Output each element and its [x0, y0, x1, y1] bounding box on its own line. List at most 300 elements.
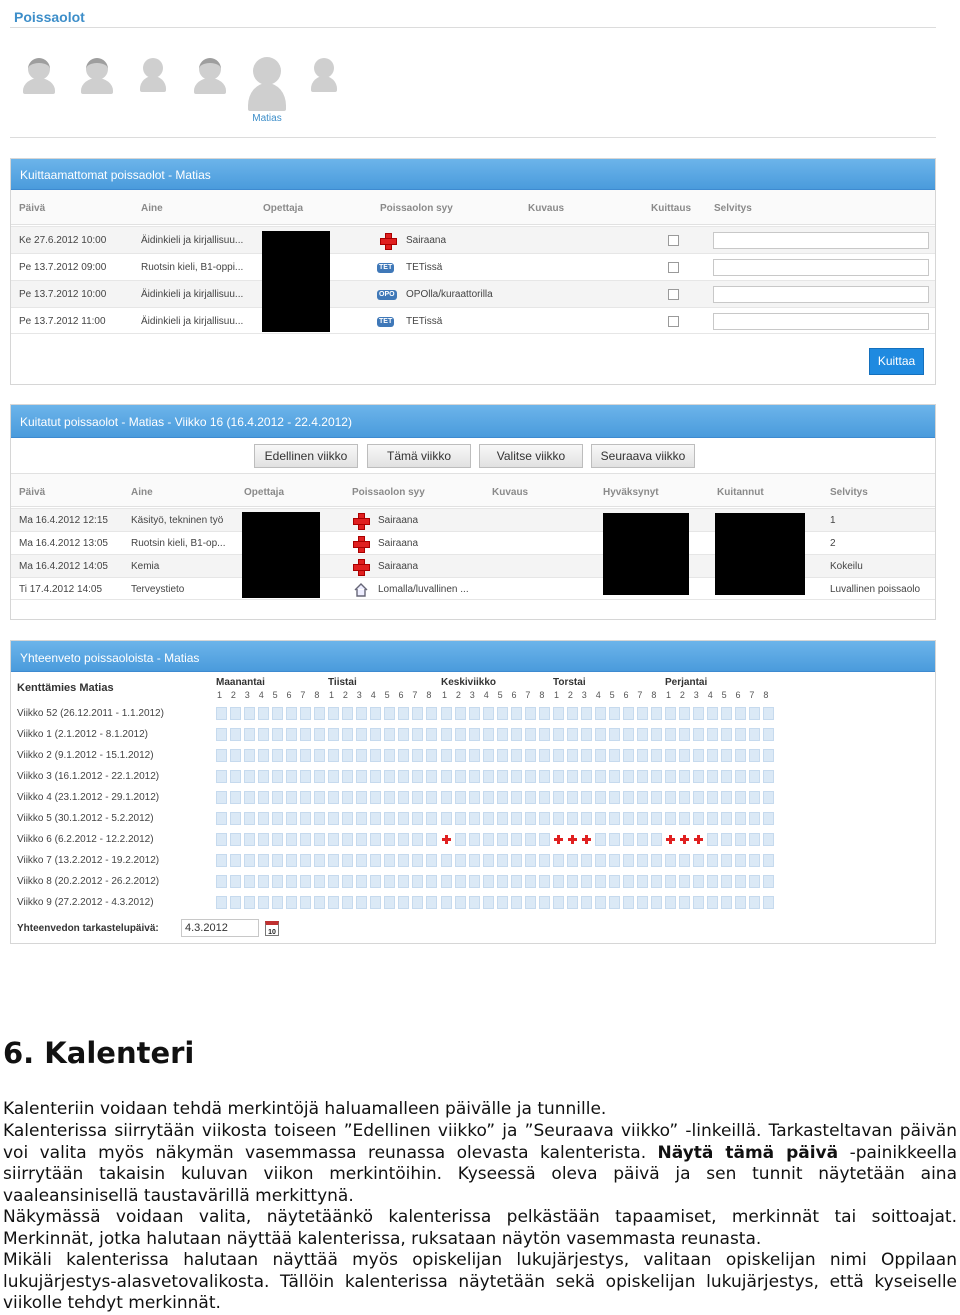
hour-cell[interactable]: [314, 896, 325, 909]
hour-cell[interactable]: [342, 833, 353, 846]
hour-cell[interactable]: [328, 728, 339, 741]
hour-cell[interactable]: [370, 770, 381, 783]
hour-cell[interactable]: [553, 707, 564, 720]
hour-cell[interactable]: [286, 896, 297, 909]
hour-cell[interactable]: [735, 812, 746, 825]
hour-cell[interactable]: [735, 875, 746, 888]
hour-cell[interactable]: [525, 728, 536, 741]
hour-cell[interactable]: [693, 707, 704, 720]
hour-cell[interactable]: [300, 791, 311, 804]
hour-cell[interactable]: [595, 791, 606, 804]
hour-cell[interactable]: [426, 791, 437, 804]
hour-cell[interactable]: [342, 812, 353, 825]
hour-cell[interactable]: [455, 812, 466, 825]
hour-cell[interactable]: [356, 707, 367, 720]
hour-cell[interactable]: [370, 812, 381, 825]
hour-cell[interactable]: [539, 896, 550, 909]
hour-cell[interactable]: [469, 728, 480, 741]
hour-cell[interactable]: [384, 791, 395, 804]
hour-cell[interactable]: [286, 728, 297, 741]
hour-cell[interactable]: [721, 812, 732, 825]
hour-cell[interactable]: [230, 875, 241, 888]
hour-cell[interactable]: [651, 749, 662, 762]
hour-cell[interactable]: [244, 812, 255, 825]
hour-cell[interactable]: [525, 812, 536, 825]
hour-cell[interactable]: [539, 875, 550, 888]
hour-cell[interactable]: [637, 749, 648, 762]
hour-cell[interactable]: [637, 875, 648, 888]
hour-cell[interactable]: [300, 812, 311, 825]
hour-cell[interactable]: [721, 707, 732, 720]
hour-cell[interactable]: [763, 728, 774, 741]
hour-cell[interactable]: [595, 833, 606, 846]
hour-cell[interactable]: [623, 896, 634, 909]
hour-cell[interactable]: [441, 812, 452, 825]
absence-mark-icon[interactable]: [665, 833, 676, 846]
hour-cell[interactable]: [258, 728, 269, 741]
hour-cell[interactable]: [370, 896, 381, 909]
hour-cell[interactable]: [763, 812, 774, 825]
hour-cell[interactable]: [637, 707, 648, 720]
hour-cell[interactable]: [384, 812, 395, 825]
hour-cell[interactable]: [525, 896, 536, 909]
hour-cell[interactable]: [749, 854, 760, 867]
hour-cell[interactable]: [511, 728, 522, 741]
hour-cell[interactable]: [623, 749, 634, 762]
hour-cell[interactable]: [314, 812, 325, 825]
hour-cell[interactable]: [272, 896, 283, 909]
hour-cell[interactable]: [244, 791, 255, 804]
explanation-input[interactable]: [713, 286, 929, 303]
hour-cell[interactable]: [469, 707, 480, 720]
hour-cell[interactable]: [244, 833, 255, 846]
hour-cell[interactable]: [595, 812, 606, 825]
hour-cell[interactable]: [525, 791, 536, 804]
hour-cell[interactable]: [763, 833, 774, 846]
hour-cell[interactable]: [763, 749, 774, 762]
hour-cell[interactable]: [693, 791, 704, 804]
hour-cell[interactable]: [286, 875, 297, 888]
hour-cell[interactable]: [483, 749, 494, 762]
hour-cell[interactable]: [441, 875, 452, 888]
hour-cell[interactable]: [665, 728, 676, 741]
hour-cell[interactable]: [314, 707, 325, 720]
hour-cell[interactable]: [749, 791, 760, 804]
hour-cell[interactable]: [286, 854, 297, 867]
hour-cell[interactable]: [244, 749, 255, 762]
hour-cell[interactable]: [721, 770, 732, 783]
hour-cell[interactable]: [721, 833, 732, 846]
hour-cell[interactable]: [384, 896, 395, 909]
hour-cell[interactable]: [384, 875, 395, 888]
hour-cell[interactable]: [693, 749, 704, 762]
hour-cell[interactable]: [455, 896, 466, 909]
hour-cell[interactable]: [763, 707, 774, 720]
hour-cell[interactable]: [216, 749, 227, 762]
hour-cell[interactable]: [763, 854, 774, 867]
hour-cell[interactable]: [300, 833, 311, 846]
hour-cell[interactable]: [455, 854, 466, 867]
hour-cell[interactable]: [483, 728, 494, 741]
absence-mark-icon[interactable]: [567, 833, 578, 846]
hour-cell[interactable]: [595, 854, 606, 867]
absence-mark-icon[interactable]: [581, 833, 592, 846]
hour-cell[interactable]: [300, 854, 311, 867]
hour-cell[interactable]: [525, 707, 536, 720]
hour-cell[interactable]: [328, 812, 339, 825]
hour-cell[interactable]: [497, 854, 508, 867]
hour-cell[interactable]: [665, 896, 676, 909]
student-avatar[interactable]: [80, 58, 114, 94]
hour-cell[interactable]: [483, 812, 494, 825]
hour-cell[interactable]: [749, 875, 760, 888]
hour-cell[interactable]: [651, 707, 662, 720]
hour-cell[interactable]: [258, 812, 269, 825]
explanation-input[interactable]: [713, 259, 929, 276]
hour-cell[interactable]: [553, 875, 564, 888]
hour-cell[interactable]: [539, 770, 550, 783]
hour-cell[interactable]: [609, 770, 620, 783]
hour-cell[interactable]: [384, 749, 395, 762]
hour-cell[interactable]: [314, 791, 325, 804]
hour-cell[interactable]: [693, 770, 704, 783]
absence-mark-icon[interactable]: [441, 833, 452, 846]
hour-cell[interactable]: [342, 854, 353, 867]
hour-cell[interactable]: [553, 728, 564, 741]
this-week-button[interactable]: Tämä viikko: [367, 444, 471, 468]
hour-cell[interactable]: [609, 707, 620, 720]
hour-cell[interactable]: [258, 854, 269, 867]
hour-cell[interactable]: [511, 812, 522, 825]
student-avatar[interactable]: [138, 58, 168, 92]
hour-cell[interactable]: [244, 854, 255, 867]
hour-cell[interactable]: [595, 770, 606, 783]
hour-cell[interactable]: [511, 833, 522, 846]
hour-cell[interactable]: [665, 791, 676, 804]
hour-cell[interactable]: [749, 749, 760, 762]
hour-cell[interactable]: [258, 875, 269, 888]
hour-cell[interactable]: [595, 749, 606, 762]
hour-cell[interactable]: [483, 833, 494, 846]
hour-cell[interactable]: [300, 875, 311, 888]
hour-cell[interactable]: [398, 707, 409, 720]
hour-cell[interactable]: [707, 896, 718, 909]
hour-cell[interactable]: [342, 791, 353, 804]
hour-cell[interactable]: [721, 728, 732, 741]
hour-cell[interactable]: [693, 854, 704, 867]
hour-cell[interactable]: [426, 812, 437, 825]
hour-cell[interactable]: [637, 896, 648, 909]
hour-cell[interactable]: [356, 791, 367, 804]
hour-cell[interactable]: [581, 791, 592, 804]
hour-cell[interactable]: [525, 833, 536, 846]
hour-cell[interactable]: [679, 875, 690, 888]
hour-cell[interactable]: [370, 833, 381, 846]
hour-cell[interactable]: [539, 854, 550, 867]
hour-cell[interactable]: [272, 833, 283, 846]
hour-cell[interactable]: [398, 896, 409, 909]
hour-cell[interactable]: [230, 854, 241, 867]
hour-cell[interactable]: [244, 707, 255, 720]
hour-cell[interactable]: [398, 770, 409, 783]
hour-cell[interactable]: [665, 812, 676, 825]
hour-cell[interactable]: [356, 833, 367, 846]
hour-cell[interactable]: [272, 854, 283, 867]
hour-cell[interactable]: [497, 812, 508, 825]
hour-cell[interactable]: [412, 854, 423, 867]
hour-cell[interactable]: [258, 770, 269, 783]
hour-cell[interactable]: [244, 770, 255, 783]
hour-cell[interactable]: [693, 812, 704, 825]
hour-cell[interactable]: [679, 749, 690, 762]
hour-cell[interactable]: [553, 770, 564, 783]
hour-cell[interactable]: [735, 854, 746, 867]
hour-cell[interactable]: [623, 770, 634, 783]
hour-cell[interactable]: [721, 875, 732, 888]
hour-cell[interactable]: [469, 791, 480, 804]
hour-cell[interactable]: [216, 770, 227, 783]
hour-cell[interactable]: [707, 875, 718, 888]
hour-cell[interactable]: [735, 896, 746, 909]
hour-cell[interactable]: [567, 749, 578, 762]
hour-cell[interactable]: [609, 854, 620, 867]
hour-cell[interactable]: [272, 875, 283, 888]
hour-cell[interactable]: [483, 854, 494, 867]
hour-cell[interactable]: [216, 896, 227, 909]
hour-cell[interactable]: [553, 812, 564, 825]
hour-cell[interactable]: [665, 707, 676, 720]
absence-mark-icon[interactable]: [553, 833, 564, 846]
hour-cell[interactable]: [665, 770, 676, 783]
hour-cell[interactable]: [679, 707, 690, 720]
hour-cell[interactable]: [511, 707, 522, 720]
absence-mark-icon[interactable]: [693, 833, 704, 846]
hour-cell[interactable]: [511, 854, 522, 867]
hour-cell[interactable]: [370, 854, 381, 867]
hour-cell[interactable]: [244, 875, 255, 888]
hour-cell[interactable]: [469, 770, 480, 783]
hour-cell[interactable]: [707, 791, 718, 804]
hour-cell[interactable]: [483, 770, 494, 783]
hour-cell[interactable]: [455, 728, 466, 741]
hour-cell[interactable]: [567, 791, 578, 804]
hour-cell[interactable]: [286, 812, 297, 825]
hour-cell[interactable]: [342, 875, 353, 888]
hour-cell[interactable]: [328, 833, 339, 846]
hour-cell[interactable]: [469, 833, 480, 846]
hour-cell[interactable]: [370, 875, 381, 888]
hour-cell[interactable]: [749, 707, 760, 720]
hour-cell[interactable]: [300, 707, 311, 720]
hour-cell[interactable]: [567, 770, 578, 783]
hour-cell[interactable]: [665, 875, 676, 888]
hour-cell[interactable]: [721, 791, 732, 804]
hour-cell[interactable]: [426, 728, 437, 741]
calendar-icon[interactable]: 10: [265, 921, 279, 936]
hour-cell[interactable]: [749, 812, 760, 825]
hour-cell[interactable]: [511, 791, 522, 804]
hour-cell[interactable]: [230, 749, 241, 762]
hour-cell[interactable]: [637, 854, 648, 867]
hour-cell[interactable]: [441, 854, 452, 867]
student-avatar[interactable]: [310, 58, 338, 92]
hour-cell[interactable]: [216, 854, 227, 867]
hour-cell[interactable]: [693, 896, 704, 909]
hour-cell[interactable]: [426, 707, 437, 720]
hour-cell[interactable]: [693, 875, 704, 888]
hour-cell[interactable]: [384, 833, 395, 846]
hour-cell[interactable]: [314, 728, 325, 741]
hour-cell[interactable]: [412, 875, 423, 888]
hour-cell[interactable]: [300, 728, 311, 741]
hour-cell[interactable]: [609, 749, 620, 762]
hour-cell[interactable]: [553, 791, 564, 804]
hour-cell[interactable]: [300, 749, 311, 762]
hour-cell[interactable]: [707, 728, 718, 741]
hour-cell[interactable]: [455, 749, 466, 762]
hour-cell[interactable]: [609, 791, 620, 804]
hour-cell[interactable]: [749, 770, 760, 783]
hour-cell[interactable]: [426, 770, 437, 783]
hour-cell[interactable]: [216, 833, 227, 846]
hour-cell[interactable]: [483, 875, 494, 888]
hour-cell[interactable]: [328, 707, 339, 720]
hour-cell[interactable]: [286, 833, 297, 846]
hour-cell[interactable]: [581, 728, 592, 741]
hour-cell[interactable]: [455, 770, 466, 783]
hour-cell[interactable]: [623, 833, 634, 846]
hour-cell[interactable]: [230, 791, 241, 804]
hour-cell[interactable]: [412, 791, 423, 804]
hour-cell[interactable]: [567, 875, 578, 888]
hour-cell[interactable]: [286, 707, 297, 720]
hour-cell[interactable]: [483, 707, 494, 720]
hour-cell[interactable]: [707, 854, 718, 867]
hour-cell[interactable]: [581, 875, 592, 888]
hour-cell[interactable]: [637, 728, 648, 741]
hour-cell[interactable]: [651, 791, 662, 804]
hour-cell[interactable]: [567, 854, 578, 867]
hour-cell[interactable]: [216, 728, 227, 741]
hour-cell[interactable]: [258, 791, 269, 804]
hour-cell[interactable]: [328, 896, 339, 909]
hour-cell[interactable]: [651, 854, 662, 867]
hour-cell[interactable]: [539, 728, 550, 741]
hour-cell[interactable]: [693, 728, 704, 741]
hour-cell[interactable]: [721, 749, 732, 762]
hour-cell[interactable]: [567, 707, 578, 720]
hour-cell[interactable]: [511, 896, 522, 909]
hour-cell[interactable]: [356, 770, 367, 783]
hour-cell[interactable]: [328, 791, 339, 804]
hour-cell[interactable]: [483, 896, 494, 909]
hour-cell[interactable]: [651, 875, 662, 888]
hour-cell[interactable]: [651, 770, 662, 783]
hour-cell[interactable]: [469, 875, 480, 888]
acknowledge-button[interactable]: Kuittaa: [869, 348, 924, 375]
hour-cell[interactable]: [216, 707, 227, 720]
hour-cell[interactable]: [623, 812, 634, 825]
hour-cell[interactable]: [426, 896, 437, 909]
hour-cell[interactable]: [328, 770, 339, 783]
hour-cell[interactable]: [286, 770, 297, 783]
hour-cell[interactable]: [749, 728, 760, 741]
hour-cell[interactable]: [525, 749, 536, 762]
summary-date-input[interactable]: 4.3.2012: [181, 919, 259, 937]
hour-cell[interactable]: [384, 728, 395, 741]
hour-cell[interactable]: [581, 854, 592, 867]
hour-cell[interactable]: [412, 896, 423, 909]
hour-cell[interactable]: [455, 833, 466, 846]
hour-cell[interactable]: [230, 770, 241, 783]
hour-cell[interactable]: [370, 728, 381, 741]
hour-cell[interactable]: [581, 749, 592, 762]
hour-cell[interactable]: [300, 770, 311, 783]
hour-cell[interactable]: [230, 833, 241, 846]
hour-cell[interactable]: [314, 833, 325, 846]
hour-cell[interactable]: [412, 833, 423, 846]
hour-cell[interactable]: [384, 707, 395, 720]
hour-cell[interactable]: [370, 707, 381, 720]
hour-cell[interactable]: [707, 707, 718, 720]
hour-cell[interactable]: [314, 875, 325, 888]
acknowledge-checkbox[interactable]: [668, 316, 679, 327]
hour-cell[interactable]: [216, 791, 227, 804]
hour-cell[interactable]: [679, 854, 690, 867]
hour-cell[interactable]: [258, 707, 269, 720]
acknowledge-checkbox[interactable]: [668, 289, 679, 300]
hour-cell[interactable]: [230, 707, 241, 720]
hour-cell[interactable]: [651, 896, 662, 909]
hour-cell[interactable]: [272, 728, 283, 741]
hour-cell[interactable]: [258, 833, 269, 846]
hour-cell[interactable]: [441, 749, 452, 762]
hour-cell[interactable]: [230, 812, 241, 825]
hour-cell[interactable]: [623, 707, 634, 720]
hour-cell[interactable]: [370, 791, 381, 804]
hour-cell[interactable]: [735, 728, 746, 741]
hour-cell[interactable]: [651, 728, 662, 741]
hour-cell[interactable]: [749, 833, 760, 846]
hour-cell[interactable]: [398, 854, 409, 867]
hour-cell[interactable]: [272, 707, 283, 720]
hour-cell[interactable]: [342, 749, 353, 762]
hour-cell[interactable]: [581, 707, 592, 720]
hour-cell[interactable]: [356, 749, 367, 762]
hour-cell[interactable]: [651, 833, 662, 846]
hour-cell[interactable]: [637, 770, 648, 783]
hour-cell[interactable]: [483, 791, 494, 804]
hour-cell[interactable]: [272, 812, 283, 825]
hour-cell[interactable]: [567, 728, 578, 741]
hour-cell[interactable]: [581, 812, 592, 825]
hour-cell[interactable]: [497, 770, 508, 783]
hour-cell[interactable]: [441, 707, 452, 720]
hour-cell[interactable]: [356, 728, 367, 741]
hour-cell[interactable]: [216, 812, 227, 825]
hour-cell[interactable]: [286, 749, 297, 762]
explanation-input[interactable]: [713, 313, 929, 330]
hour-cell[interactable]: [497, 707, 508, 720]
explanation-input[interactable]: [713, 232, 929, 249]
hour-cell[interactable]: [553, 749, 564, 762]
hour-cell[interactable]: [735, 770, 746, 783]
hour-cell[interactable]: [609, 875, 620, 888]
hour-cell[interactable]: [651, 812, 662, 825]
hour-cell[interactable]: [623, 854, 634, 867]
hour-cell[interactable]: [356, 896, 367, 909]
hour-cell[interactable]: [665, 749, 676, 762]
